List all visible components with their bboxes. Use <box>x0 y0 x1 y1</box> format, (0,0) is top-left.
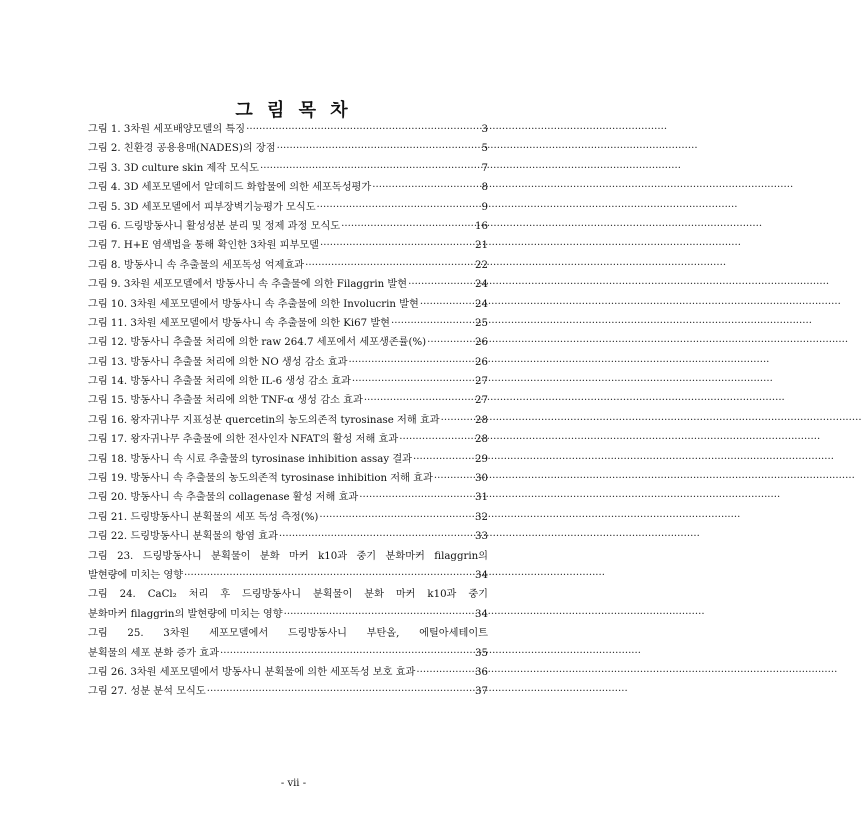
dot-leader <box>277 139 481 158</box>
toc-entry-line2 <box>88 644 488 663</box>
toc-entry-page: 36 <box>475 666 488 678</box>
toc-entry-page: 21 <box>475 240 488 252</box>
toc-entry <box>88 450 488 469</box>
toc-entry-title: 그림 17. 왕자귀나무 추출물에 의한 전사인자 NFAT의 활성 저해 효과 <box>88 434 399 446</box>
toc-entry-page: 34 <box>475 608 488 620</box>
toc-entry-title: 그림 10. 3차원 세포모델에서 방동사니 속 추출물에 의한 Involucrin 발현 <box>88 298 419 310</box>
toc-entry <box>88 372 488 391</box>
dot-leader <box>348 353 474 372</box>
toc-entry-page: 28 <box>475 414 488 426</box>
toc-entry-title-line1: 그림 23. 드링방동사니 분획물이 분화 마커 k10과 중기 분화마커 filaggrin의 <box>88 550 488 562</box>
toc-entry-title-line2: 발현량에 미치는 영향 <box>88 569 184 581</box>
toc-entry <box>88 139 488 158</box>
toc-entry <box>88 256 488 275</box>
toc-entry <box>88 159 488 178</box>
dot-leader <box>408 275 474 294</box>
dot-leader <box>427 333 474 352</box>
toc-entry-title: 그림 19. 방동사니 속 추출물의 농도의존적 tyrosinase inhibition 저해 효과 <box>88 473 433 485</box>
dot-leader <box>341 217 474 236</box>
dot-leader <box>184 566 474 585</box>
page-title: 그 림 목 차 <box>235 100 352 121</box>
dot-leader <box>434 469 474 488</box>
toc-entry-page: 24 <box>475 298 488 310</box>
toc-entry-title: 그림 15. 방동사니 추출물 처리에 의한 TNF-α 생성 감소 효과 <box>88 395 363 407</box>
toc-entry-title: 그림 16. 왕자귀나무 지표성분 quercetin의 농도의존적 tyrosinase 저해 효과 <box>88 414 440 426</box>
toc-entry-title: 그림 4. 3D 세포모델에서 알데히드 화합물에 의한 세포독성평가 <box>88 182 372 194</box>
dot-leader <box>279 527 474 546</box>
toc-entry-title: 그림 11. 3차원 세포모델에서 방동사니 속 추출물에 의한 Ki67 발현 <box>88 317 391 329</box>
toc-entry-page: 9 <box>481 201 488 213</box>
toc-entry <box>88 624 488 663</box>
toc-entry-page: 31 <box>475 492 488 504</box>
toc-entry-title: 그림 27. 성분 분석 모식도 <box>88 686 206 698</box>
dot-leader <box>420 295 474 314</box>
toc-entry <box>88 198 488 217</box>
toc-entry-title-line1: 그림 25. 3차원 세포모델에서 드링방동사니 부탄올, 에틸아세테이트 <box>88 628 488 640</box>
toc-entry-title: 그림 13. 방동사니 추출물 처리에 의한 NO 생성 감소 효과 <box>88 356 348 368</box>
toc-entry <box>88 333 488 352</box>
toc-entry-title: 그림 1. 3차원 세포배양모델의 특징 <box>88 124 246 135</box>
toc-entry <box>88 178 488 197</box>
toc-entry-page: 22 <box>475 259 488 271</box>
toc-entry-page: 27 <box>475 395 488 407</box>
toc-entry-line2 <box>88 566 488 585</box>
toc-entry-title: 그림 20. 방동사니 속 추출물의 collagenase 활성 저해 효과 <box>88 492 359 504</box>
toc-entry-page: 34 <box>475 569 488 581</box>
toc-entry <box>88 217 488 236</box>
dot-leader <box>391 314 474 333</box>
toc-entry-page: 28 <box>475 434 488 446</box>
dot-leader <box>284 605 474 624</box>
toc-entry <box>88 430 488 449</box>
dot-leader <box>359 488 474 507</box>
toc-entry <box>88 508 488 527</box>
toc-entry-title-line2: 분획물의 세포 분화 증가 효과 <box>88 647 220 659</box>
toc-entry-title: 그림 9. 3차원 세포모델에서 방동사니 속 추출물에 의한 Filaggrin 발현 <box>88 279 408 291</box>
dot-leader <box>364 391 474 410</box>
toc-entry-title: 그림 3. 3D culture skin 제작 모식도 <box>88 162 259 174</box>
toc-entry <box>88 488 488 507</box>
toc-entry-line2 <box>88 605 488 624</box>
toc-entry-title: 그림 22. 드링방동사니 분획물의 항염 효과 <box>88 531 278 543</box>
toc-entry-title: 그림 14. 방동사니 추출물 처리에 의한 IL-6 생성 감소 효과 <box>88 376 351 388</box>
toc-entry-page: 16 <box>475 220 488 232</box>
toc-entry-page: 37 <box>475 686 488 698</box>
toc-entry-title: 그림 8. 방동사니 속 추출물의 세포독성 억제효과 <box>88 259 305 271</box>
dot-leader <box>220 644 474 663</box>
toc-entry <box>88 120 488 139</box>
toc-entry-title: 그림 7. H+E 염색법을 통해 확인한 3차원 피부모델 <box>88 240 320 252</box>
toc-entry-page: 33 <box>475 531 488 543</box>
toc-entry <box>88 527 488 546</box>
dot-leader <box>260 159 481 178</box>
toc-entry <box>88 295 488 314</box>
page-number: - vii - <box>280 778 307 789</box>
toc-entry <box>88 411 488 430</box>
toc-entry <box>88 585 488 624</box>
toc-entry-page: 26 <box>475 337 488 349</box>
toc-entry-title: 그림 21. 드링방동사니 분획물의 세포 독성 측정(%) <box>88 511 319 523</box>
dot-leader <box>320 236 474 255</box>
toc-entry-page: 8 <box>481 182 488 194</box>
toc-entry <box>88 391 488 410</box>
toc-entry <box>88 469 488 488</box>
dot-leader <box>416 663 474 682</box>
toc-entry-page: 29 <box>475 453 488 465</box>
toc-entry <box>88 547 488 586</box>
toc-entry-page: 7 <box>481 162 488 174</box>
toc-entry-page: 5 <box>481 143 488 155</box>
toc-entry-title: 그림 5. 3D 세포모델에서 피부장벽기능평가 모식도 <box>88 201 316 213</box>
dot-leader <box>317 198 481 217</box>
toc-entry-page: 32 <box>475 511 488 523</box>
toc-entry <box>88 275 488 294</box>
dot-leader <box>352 372 474 391</box>
toc-entry <box>88 682 488 701</box>
toc-entry <box>88 663 488 682</box>
dot-leader <box>372 178 480 197</box>
toc-entry-title: 그림 6. 드링방동사니 활성성분 분리 및 정제 과정 모식도 <box>88 220 341 232</box>
dot-leader <box>399 430 474 449</box>
toc-entry-title: 그림 2. 친환경 공용용매(NADES)의 장점 <box>88 143 276 155</box>
toc-entry-title: 그림 26. 3차원 세포모델에서 방동사니 분획물에 의한 세포독성 보호 효과 <box>88 666 416 678</box>
dot-leader <box>413 450 474 469</box>
toc-entry-page: 3 <box>481 124 488 135</box>
dot-leader <box>246 120 480 139</box>
figure-list <box>88 120 488 702</box>
dot-leader <box>319 508 474 527</box>
toc-entry-title-line2: 분화마커 filaggrin의 발현량에 미치는 영향 <box>88 608 283 620</box>
toc-entry-title-line1: 그림 24. CaCl₂ 처리 후 드링방동사니 분획물이 분화 마커 k10과 중기 <box>88 589 488 601</box>
toc-entry-page: 24 <box>475 279 488 291</box>
toc-entry-page: 27 <box>475 376 488 388</box>
toc-entry-title: 그림 12. 방동사니 추출물 처리에 의한 raw 264.7 세포에서 세포생존률(%) <box>88 337 427 349</box>
dot-leader <box>441 411 474 430</box>
toc-entry <box>88 314 488 333</box>
toc-entry <box>88 353 488 372</box>
dot-leader <box>207 682 474 701</box>
toc-entry-page: 25 <box>475 317 488 329</box>
toc-entry-title: 그림 18. 방동사니 속 시료 추출물의 tyrosinase inhibition assay 결과 <box>88 453 413 465</box>
dot-leader <box>305 256 474 275</box>
toc-entry <box>88 236 488 255</box>
toc-entry-page: 26 <box>475 356 488 368</box>
toc-entry-page: 35 <box>475 647 488 659</box>
toc-entry-page: 30 <box>475 473 488 485</box>
